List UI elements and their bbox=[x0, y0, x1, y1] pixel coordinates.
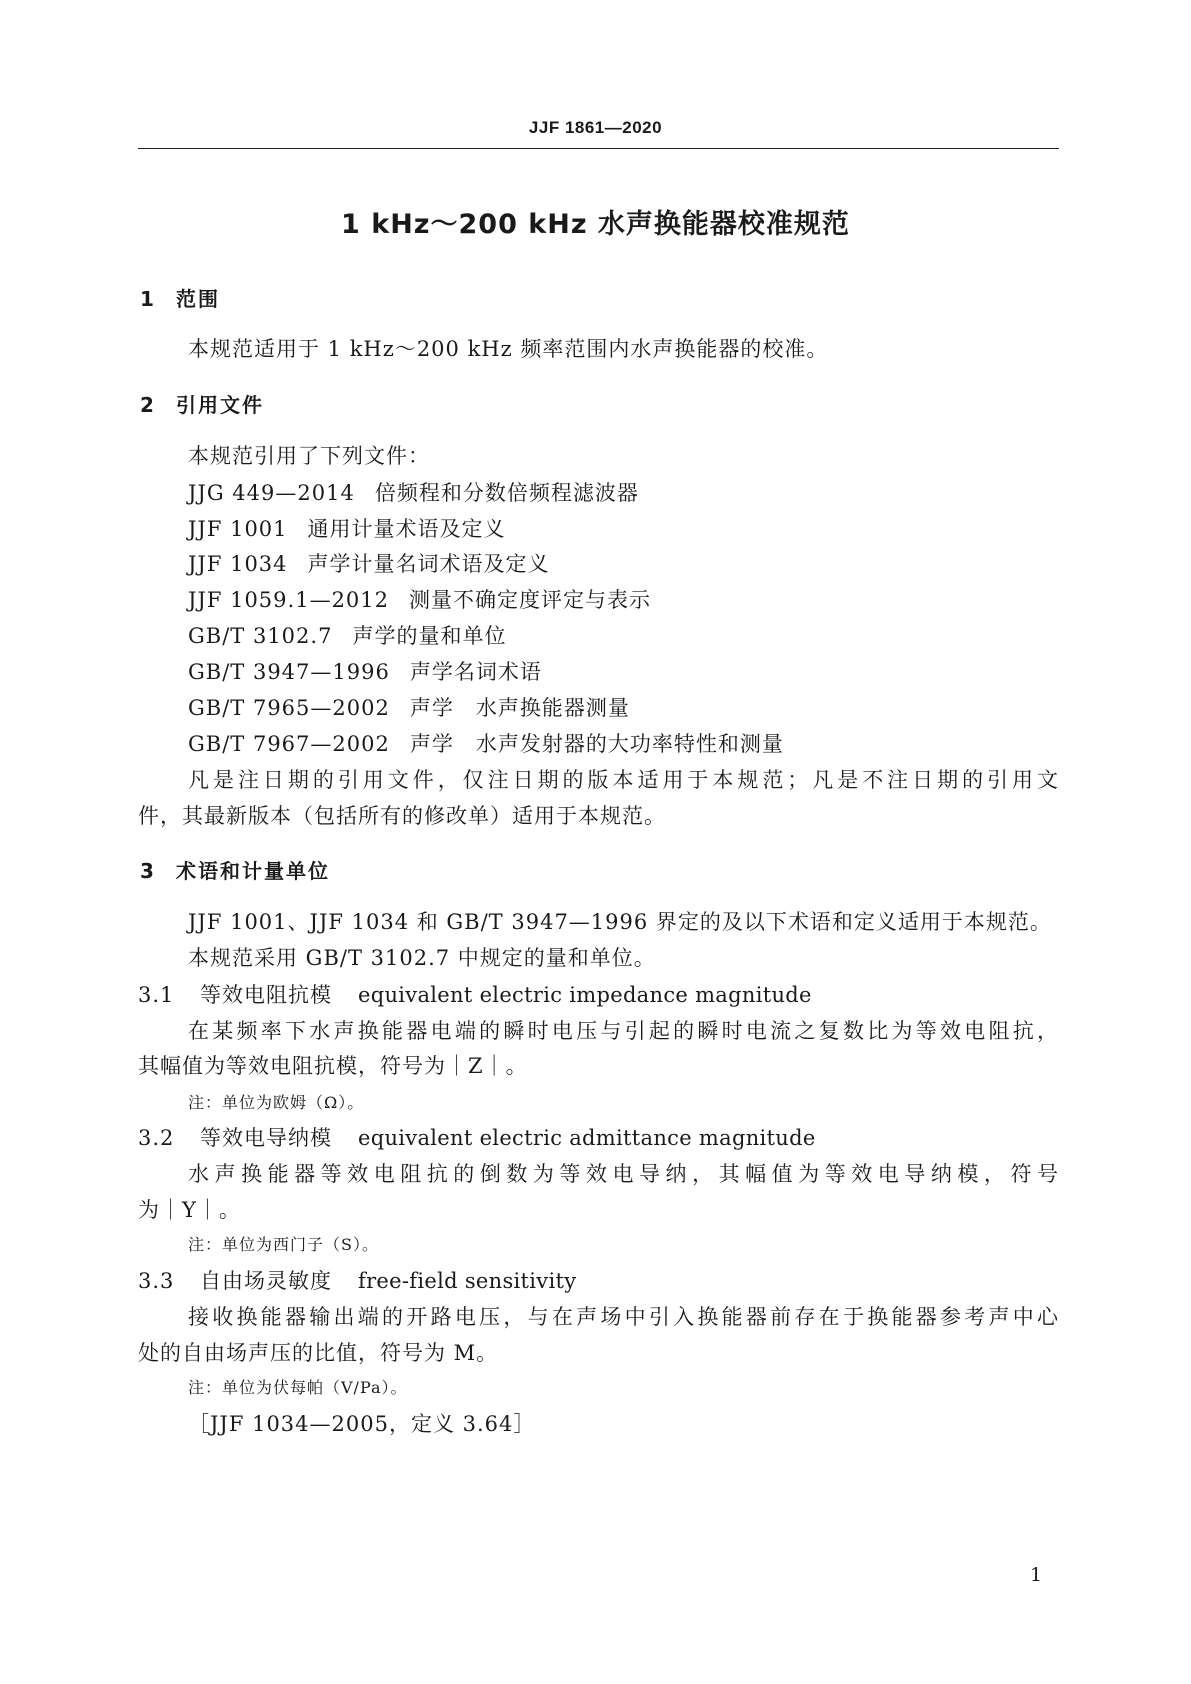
reference-code: JJF 1001 bbox=[188, 517, 288, 541]
term-heading bbox=[138, 1265, 576, 1295]
term-definition-line: 接收换能器输出端的开路电压，与在声场中引入换能器前存在于换能器参考声中心 bbox=[188, 1305, 1059, 1329]
reference-code: GB/T 7965—2002 bbox=[188, 696, 390, 720]
term-number: 3.2 bbox=[138, 1126, 175, 1150]
term-english: equivalent electric admittance magnitude bbox=[358, 1126, 816, 1150]
reference-title: 声学计量名词术语及定义 bbox=[307, 552, 550, 576]
page-number: 1 bbox=[1030, 1564, 1043, 1586]
section-title: 范围 bbox=[176, 287, 220, 311]
term-heading bbox=[138, 979, 812, 1009]
reference-note-line: 凡是注日期的引用文件，仅注日期的版本适用于本规范；凡是不注日期的引用文 bbox=[188, 768, 1059, 792]
scope-paragraph: 本规范适用于 1 kHz～200 kHz 频率范围内水声换能器的校准。 bbox=[188, 337, 829, 361]
section-number: 2 bbox=[140, 393, 154, 417]
term-chinese: 自由场灵敏度 bbox=[200, 1269, 332, 1293]
section-number: 1 bbox=[140, 287, 154, 311]
header-divider bbox=[138, 148, 1059, 149]
reference-code: GB/T 3102.7 bbox=[188, 624, 333, 648]
section-number: 3 bbox=[140, 859, 154, 883]
reference-title: 通用计量术语及定义 bbox=[307, 517, 506, 541]
reference-item bbox=[188, 692, 630, 722]
reference-item bbox=[188, 477, 639, 507]
reference-code: GB/T 3947—1996 bbox=[188, 660, 390, 684]
reference-code: JJF 1059.1—2012 bbox=[188, 588, 390, 612]
term-heading bbox=[138, 1122, 816, 1152]
term-definition-line: 处的自由场声压的比值，符号为 M。 bbox=[138, 1341, 499, 1365]
reference-code: GB/T 7967—2002 bbox=[188, 732, 390, 756]
reference-title: 声学 水声换能器测量 bbox=[409, 696, 630, 720]
references-intro: 本规范引用了下列文件： bbox=[188, 444, 430, 468]
term-number: 3.1 bbox=[138, 983, 175, 1007]
section-title: 引用文件 bbox=[176, 393, 264, 417]
terms-paragraph: JJF 1001、JJF 1034 和 GB/T 3947—1996 界定的及以下术语和定义适用于本规范。 bbox=[188, 910, 1052, 934]
term-note: 注：单位为伏每帕（V/Pa）。 bbox=[188, 1378, 408, 1397]
reference-item bbox=[188, 728, 784, 758]
term-chinese: 等效电阻抗模 bbox=[200, 983, 332, 1007]
document-title: 1 kHz～200 kHz 水声换能器校准规范 bbox=[341, 209, 850, 240]
term-english: equivalent electric impedance magnitude bbox=[358, 983, 812, 1007]
reference-item bbox=[188, 620, 506, 650]
term-definition-line: 为｜Y｜。 bbox=[138, 1198, 241, 1222]
section-heading-references bbox=[140, 389, 264, 418]
reference-note-line: 件，其最新版本（包括所有的修改单）适用于本规范。 bbox=[138, 804, 666, 828]
term-chinese: 等效电导纳模 bbox=[200, 1126, 332, 1150]
standard-code-header: JJF 1861—2020 bbox=[528, 118, 663, 137]
term-note: 注：单位为西门子（S）。 bbox=[188, 1235, 379, 1254]
section-heading-terms bbox=[140, 855, 330, 884]
reference-item bbox=[188, 584, 651, 614]
section-heading-scope bbox=[140, 283, 220, 312]
reference-item bbox=[188, 548, 550, 578]
reference-code: JJF 1034 bbox=[188, 552, 288, 576]
units-paragraph: 本规范采用 GB/T 3102.7 中规定的量和单位。 bbox=[188, 946, 656, 970]
reference-item bbox=[188, 513, 506, 543]
term-definition-line: 其幅值为等效电阻抗模，符号为｜Z｜。 bbox=[138, 1054, 528, 1078]
term-note: 注：单位为欧姆（Ω）。 bbox=[188, 1093, 365, 1112]
reference-title: 测量不确定度评定与表示 bbox=[409, 588, 652, 612]
reference-code: JJG 449—2014 bbox=[188, 481, 355, 505]
reference-title: 声学 水声发射器的大功率特性和测量 bbox=[409, 732, 784, 756]
section-title: 术语和计量单位 bbox=[176, 859, 330, 883]
term-definition-line: 水声换能器等效电阻抗的倒数为等效电导纳，其幅值为等效电导纳模，符号 bbox=[188, 1162, 1059, 1186]
reference-title: 声学的量和单位 bbox=[352, 624, 507, 648]
reference-title: 倍频程和分数倍频程滤波器 bbox=[374, 481, 639, 505]
term-english: free-field sensitivity bbox=[358, 1269, 577, 1293]
reference-item bbox=[188, 656, 542, 686]
term-number: 3.3 bbox=[138, 1269, 175, 1293]
term-definition-line: 在某频率下水声换能器电端的瞬时电压与引起的瞬时电流之复数比为等效电阻抗， bbox=[188, 1019, 1059, 1043]
reference-title: 声学名词术语 bbox=[409, 660, 542, 684]
term-source-reference: ［JJF 1034—2005，定义 3.64］ bbox=[188, 1412, 536, 1436]
